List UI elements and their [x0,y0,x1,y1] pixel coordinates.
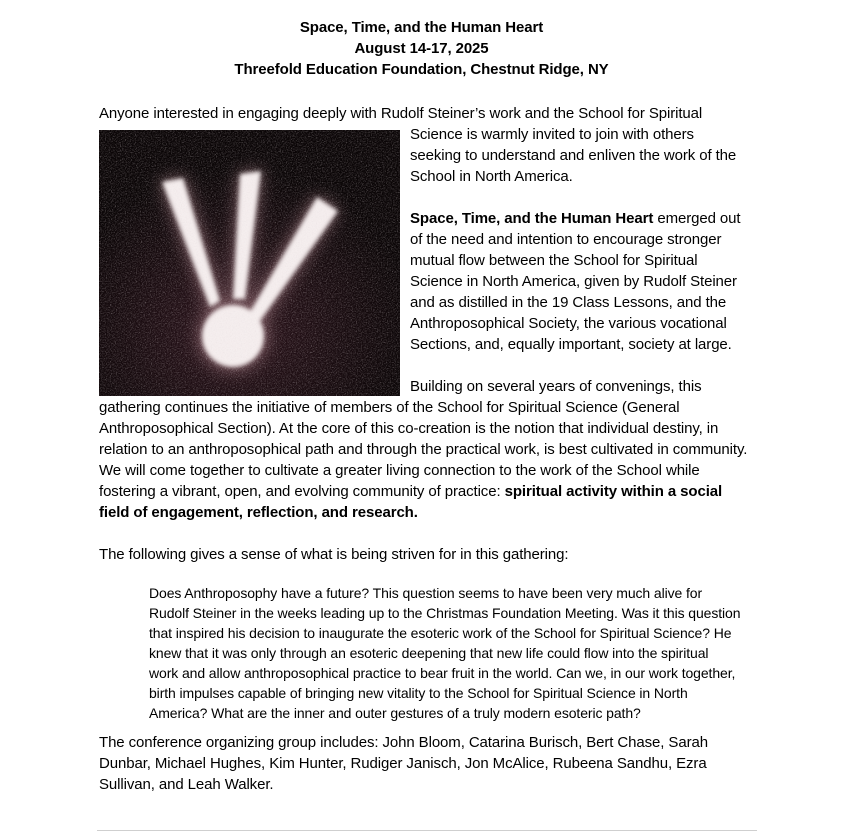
building-bold-tail: spiritual activity within a social field of engagement, reflection, and research. [99,483,723,521]
vision-blockquote: Does Anthroposophy have a future? This question seems to have been very much alive for Rudolf Steiner in the weeks leading up to the Christmas Foundation Meeting. Was it this question that inspired his decision to inaugurate the esoteric work of the School for Spiritual Science? He knew that it was only through an esoteric deepening that new life could flow into the spiritual work and allow anthroposophical practice to bear fruit in the world. Can we, in our work together, birth impulses capable of bringing new vitality to the School for Spiritual Science in North America? What are the inner and outer gestures of a truly modern esoteric path? [149,585,741,721]
organizers-paragraph: The conference organizing group includes: John Bloom, Catarina Burisch, Bert Chase, Sarah Dunbar, Michael Hughes, Kim Hunter, Rudiger Janisch, Jon McAlice, Rubeena Sandhu, Ezra Sullivan, and Leah Walker. [99,734,708,793]
conference-venue: Threefold Education Foundation, Chestnut Ridge, NY [234,61,609,78]
striven-paragraph: The following gives a sense of what is being striven for in this gathering: [99,546,569,563]
building-plain-text: Building on several years of convenings, this gathering continues the initiative of members of the School for Spiritual Science (General Anthroposophical Section). At the core of this co-creation is the notion that individual destiny, in relation to an anthroposophical path and through the practical work, is best cultivated in community. We will come together to cultivate a greater living connection to the work of the School while fostering a vibrant, open, and evolving community of practice: [99,378,748,500]
rays-sphere-charcoal-image [99,130,400,396]
document-header [0,0,843,80]
emerged-rest-text: emerged out of the need and intention to encourage stronger mutual flow between the School for Spiritual Science in North America, given by Rudolf Steiner and as distilled in the 19 Class Lessons, and the Anthroposophical Society, the various vocational Sections, and, equally important, society at large. [410,210,741,353]
emerged-bold-leadin: Space, Time, and the Human Heart [410,210,654,227]
conference-title: Space, Time, and the Human Heart [299,19,544,36]
footer-divider-line [97,830,757,831]
document-body [99,103,749,795]
intro-paragraph: Anyone interested in engaging deeply with Rudolf Steiner’s work and the School for Spiritual Science is warmly invited to join with others seeking to understand and enliven the work of the School in North America. [99,105,737,185]
conference-dates: August 14-17, 2025 [354,40,489,57]
building-paragraph [99,376,749,523]
